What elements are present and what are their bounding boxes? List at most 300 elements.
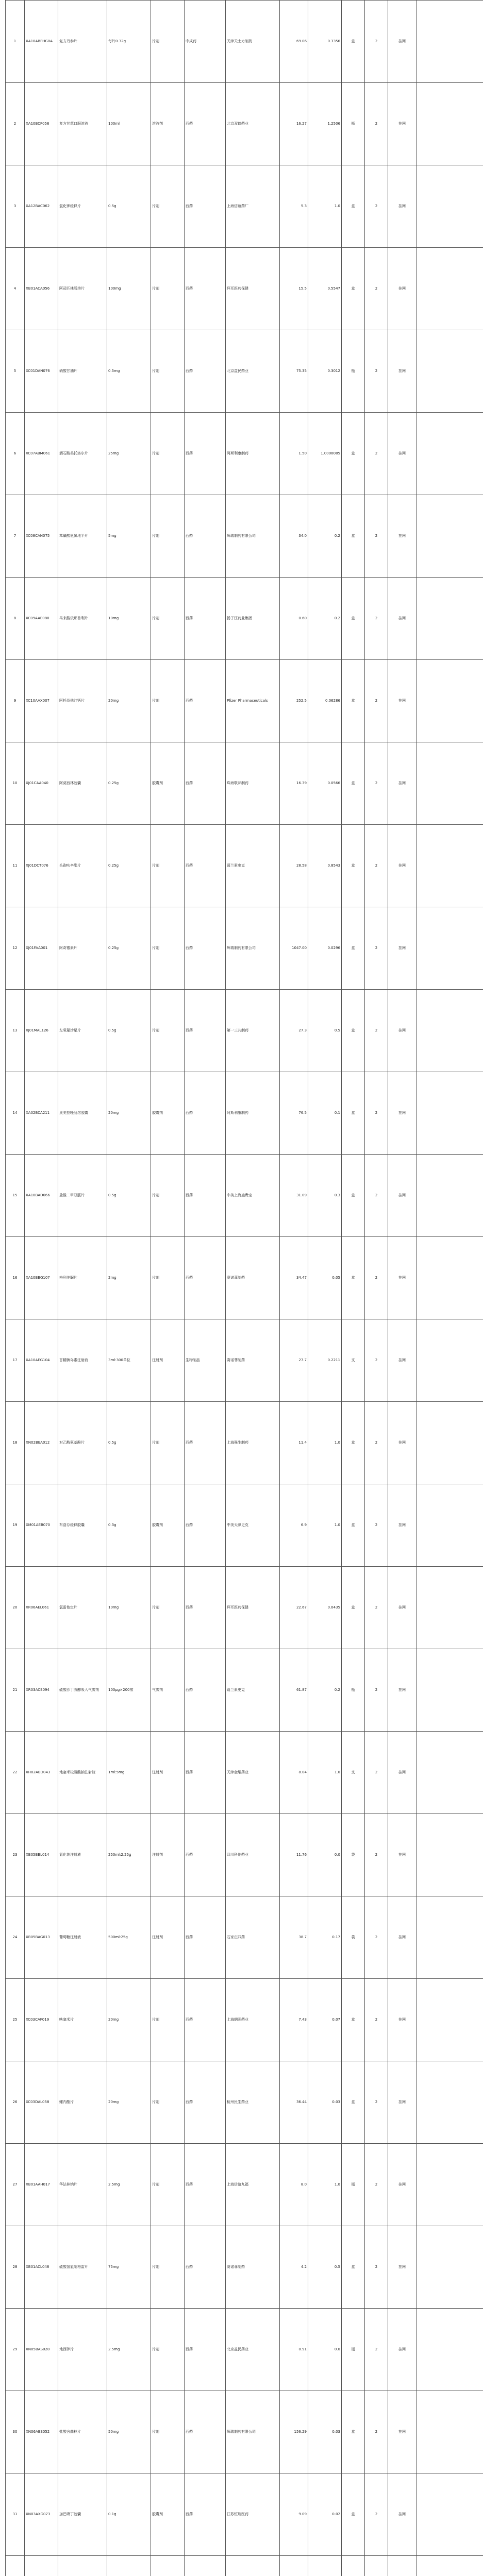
cell-ratio: 0.0566 — [308, 742, 342, 825]
cell-name: 阿莫西林胶囊 — [58, 742, 107, 825]
cell-category: 西药 — [185, 83, 226, 165]
cell-spec: 1ml:5mg — [107, 1732, 151, 1814]
cell-manufacturer: 中美上海施贵宝 — [226, 1155, 280, 1237]
cell-form: 胶囊剂 — [151, 1484, 185, 1567]
cell-spec: 25mg — [107, 413, 151, 495]
cell-manufacturer: 第一三共制药 — [226, 990, 280, 1072]
cell-category: 西药 — [185, 1732, 226, 1814]
cell-name: 酒石酸美托洛尔片 — [58, 413, 107, 495]
cell-category: 西药 — [185, 330, 226, 413]
cell-form: 片剂 — [151, 2226, 185, 2309]
cell-manufacturer: 天津天士力制药 — [226, 1, 280, 83]
cell-unit: 盒 — [342, 2061, 365, 2144]
cell-manufacturer: 阿斯利康制药 — [226, 413, 280, 495]
cell-name — [58, 2556, 107, 2576]
cell-name: 加巴喷丁胶囊 — [58, 2473, 107, 2556]
cell-status: 挂网 — [388, 742, 417, 825]
cell-manufacturer: 上海强生制药 — [226, 1402, 280, 1484]
cell-manufacturer: 辉瑞制药有限公司 — [226, 2391, 280, 2473]
cell-manufacturer: 阿斯利康制药 — [226, 1072, 280, 1155]
cell-status: 挂网 — [388, 1319, 417, 1402]
cell-category: 生物制品 — [185, 1319, 226, 1402]
cell-manufacturer: 北京益民药业 — [226, 330, 280, 413]
cell-unit: 盒 — [342, 990, 365, 1072]
cell-name: 对乙酰氨基酚片 — [58, 1402, 107, 1484]
cell-manufacturer: 赛诺菲制药 — [226, 2226, 280, 2309]
cell-spec: 20mg — [107, 1979, 151, 2061]
cell-unit: 瓶 — [342, 83, 365, 165]
cell-spec: 3ml:300单位 — [107, 1319, 151, 1402]
cell-ref: 2 — [365, 1237, 388, 1319]
cell-status: 挂网 — [388, 2226, 417, 2309]
cell-no: 21 — [6, 1649, 25, 1732]
cell-ref: 2 — [365, 2226, 388, 2309]
cell-ratio: 0.03 — [308, 2391, 342, 2473]
cell-name: 苯磺酸氨氯地平片 — [58, 495, 107, 578]
cell-code: XC01DAN076 — [25, 330, 58, 413]
cell-form: 片剂 — [151, 1155, 185, 1237]
cell-name: 格列美脲片 — [58, 1237, 107, 1319]
cell-category: 西药 — [185, 2061, 226, 2144]
cell-spec: 0.25g — [107, 907, 151, 990]
table-row — [6, 990, 483, 1072]
cell-unit: 瓶 — [342, 330, 365, 413]
cell-category: 西药 — [185, 1896, 226, 1979]
cell-unit: 盒 — [342, 742, 365, 825]
table-body — [6, 1, 483, 2576]
cell-no: 14 — [6, 1072, 25, 1155]
cell-note — [417, 1567, 483, 1649]
cell-category: 西药 — [185, 990, 226, 1072]
cell-spec: 0.25g — [107, 742, 151, 825]
cell-note — [417, 2556, 483, 2576]
cell-unit — [342, 2556, 365, 2576]
cell-ratio: 0.3012 — [308, 330, 342, 413]
cell-name: 复方甘草口服溶液 — [58, 83, 107, 165]
cell-price: 27.7 — [280, 1319, 308, 1402]
cell-status: 挂网 — [388, 907, 417, 990]
cell-name: 马来酸依那普利片 — [58, 578, 107, 660]
cell-ratio: 0.5 — [308, 990, 342, 1072]
cell-status: 挂网 — [388, 2144, 417, 2226]
cell-no — [6, 2556, 25, 2576]
cell-unit: 盒 — [342, 2226, 365, 2309]
cell-form: 片剂 — [151, 2061, 185, 2144]
cell-note — [417, 578, 483, 660]
cell-ratio: 0.2211 — [308, 1319, 342, 1402]
cell-ref: 2 — [365, 83, 388, 165]
cell-form: 片剂 — [151, 1237, 185, 1319]
cell-unit: 支 — [342, 1319, 365, 1402]
cell-unit: 袋 — [342, 1896, 365, 1979]
cell-no: 31 — [6, 2473, 25, 2556]
cell-status: 挂网 — [388, 165, 417, 248]
table-row — [6, 578, 483, 660]
table-row — [6, 825, 483, 907]
cell-code: XB01AAH017 — [25, 2144, 58, 2226]
cell-note — [417, 330, 483, 413]
cell-spec: 0.3g — [107, 1484, 151, 1567]
cell-status: 挂网 — [388, 2391, 417, 2473]
cell-unit: 瓶 — [342, 1649, 365, 1732]
cell-spec: 2.5mg — [107, 2144, 151, 2226]
cell-no: 12 — [6, 907, 25, 990]
cell-category: 西药 — [185, 1649, 226, 1732]
cell-code: XC03CAF019 — [25, 1979, 58, 2061]
cell-ratio: 1.0 — [308, 1732, 342, 1814]
cell-category: 西药 — [185, 1979, 226, 2061]
cell-form: 注射剂 — [151, 1732, 185, 1814]
cell-ref: 2 — [365, 578, 388, 660]
cell-no: 2 — [6, 83, 25, 165]
cell-manufacturer: 上海信谊药厂 — [226, 165, 280, 248]
cell-manufacturer: 赛诺菲制药 — [226, 1237, 280, 1319]
cell-code: XA10BCF056 — [25, 83, 58, 165]
cell-spec: 10mg — [107, 1567, 151, 1649]
cell-code: XN05BAS028 — [25, 2309, 58, 2391]
cell-code: XJ01FAA001 — [25, 907, 58, 990]
cell-spec: 0.5g — [107, 1402, 151, 1484]
cell-price: 0.91 — [280, 2309, 308, 2391]
cell-name: 阿托伐他汀钙片 — [58, 660, 107, 742]
cell-no: 16 — [6, 1237, 25, 1319]
cell-price: 11.76 — [280, 1814, 308, 1896]
cell-note — [417, 495, 483, 578]
cell-code: XB05BAG013 — [25, 1896, 58, 1979]
cell-code: XA10BAD066 — [25, 1155, 58, 1237]
cell-ratio: 0.02 — [308, 2473, 342, 2556]
table-row — [6, 907, 483, 990]
cell-ratio: 0.2 — [308, 495, 342, 578]
table-row — [6, 1484, 483, 1567]
cell-no: 9 — [6, 660, 25, 742]
cell-status: 挂网 — [388, 1, 417, 83]
cell-status: 挂网 — [388, 990, 417, 1072]
cell-unit: 盒 — [342, 2391, 365, 2473]
cell-spec: 10mg — [107, 578, 151, 660]
table-row — [6, 2391, 483, 2473]
cell-code — [25, 2556, 58, 2576]
table-row — [6, 1072, 483, 1155]
cell-ratio: 1.2506 — [308, 83, 342, 165]
table-row — [6, 413, 483, 495]
table-row — [6, 330, 483, 413]
table-row — [6, 660, 483, 742]
cell-price: 69.06 — [280, 1, 308, 83]
cell-form: 片剂 — [151, 2391, 185, 2473]
cell-category: 西药 — [185, 1567, 226, 1649]
cell-ref: 2 — [365, 1319, 388, 1402]
cell-form: 片剂 — [151, 248, 185, 330]
cell-code: XJ01CAA040 — [25, 742, 58, 825]
cell-price: 34.0 — [280, 495, 308, 578]
cell-category: 西药 — [185, 2309, 226, 2391]
cell-spec: 0.1g — [107, 2473, 151, 2556]
cell-status: 挂网 — [388, 2473, 417, 2556]
cell-category: 西药 — [185, 2226, 226, 2309]
cell-note — [417, 660, 483, 742]
cell-status: 挂网 — [388, 330, 417, 413]
cell-form: 片剂 — [151, 990, 185, 1072]
cell-manufacturer: 中美天津史克 — [226, 1484, 280, 1567]
cell-price: 22.67 — [280, 1567, 308, 1649]
cell-spec: 100mg — [107, 248, 151, 330]
cell-name: 奥美拉唑肠溶胶囊 — [58, 1072, 107, 1155]
cell-category: 西药 — [185, 2391, 226, 2473]
cell-unit: 盒 — [342, 1484, 365, 1567]
cell-ratio: 0.3 — [308, 1155, 342, 1237]
cell-note — [417, 165, 483, 248]
cell-note — [417, 742, 483, 825]
cell-no: 26 — [6, 2061, 25, 2144]
cell-note — [417, 990, 483, 1072]
cell-ratio: 0.0296 — [308, 907, 342, 990]
cell-form: 注射剂 — [151, 1896, 185, 1979]
cell-spec: 0.5g — [107, 1155, 151, 1237]
cell-unit: 盒 — [342, 1979, 365, 2061]
cell-form: 片剂 — [151, 1, 185, 83]
cell-form: 片剂 — [151, 165, 185, 248]
cell-category: 西药 — [185, 1072, 226, 1155]
cell-manufacturer: 辉瑞制药有限公司 — [226, 495, 280, 578]
cell-price — [280, 2556, 308, 2576]
cell-code: XC03DAL058 — [25, 2061, 58, 2144]
cell-status: 挂网 — [388, 495, 417, 578]
cell-no: 20 — [6, 1567, 25, 1649]
cell-name: 复方丹参片 — [58, 1, 107, 83]
cell-code: XC10AAX007 — [25, 660, 58, 742]
cell-ref: 2 — [365, 660, 388, 742]
cell-spec: 75mg — [107, 2226, 151, 2309]
table-row — [6, 1896, 483, 1979]
cell-status: 挂网 — [388, 1072, 417, 1155]
cell-ratio: 0.8543 — [308, 825, 342, 907]
cell-ratio: 1.0 — [308, 1484, 342, 1567]
cell-unit: 盒 — [342, 907, 365, 990]
table-row — [6, 1, 483, 83]
cell-unit: 盒 — [342, 248, 365, 330]
cell-spec: 2.5mg — [107, 2309, 151, 2391]
cell-note — [417, 1896, 483, 1979]
cell-no: 4 — [6, 248, 25, 330]
cell-ref: 2 — [365, 1072, 388, 1155]
table-row — [6, 1649, 483, 1732]
cell-no: 23 — [6, 1814, 25, 1896]
cell-category: 西药 — [185, 1814, 226, 1896]
cell-note — [417, 907, 483, 990]
cell-manufacturer: 上海信谊九福 — [226, 2144, 280, 2226]
cell-ref: 2 — [365, 2061, 388, 2144]
cell-price: 1.50 — [280, 413, 308, 495]
cell-code: XB01ACL048 — [25, 2226, 58, 2309]
cell-form: 气雾剂 — [151, 1649, 185, 1732]
cell-price: 4.2 — [280, 2226, 308, 2309]
table-row — [6, 495, 483, 578]
cell-note — [417, 2391, 483, 2473]
cell-name: 氯化钾缓释片 — [58, 165, 107, 248]
cell-form: 片剂 — [151, 1979, 185, 2061]
cell-status: 挂网 — [388, 1814, 417, 1896]
cell-note — [417, 1237, 483, 1319]
cell-name: 地西泮片 — [58, 2309, 107, 2391]
cell-spec: 50mg — [107, 2391, 151, 2473]
cell-ref: 2 — [365, 1814, 388, 1896]
cell-form: 片剂 — [151, 578, 185, 660]
cell-form: 胶囊剂 — [151, 2473, 185, 2556]
cell-status: 挂网 — [388, 1649, 417, 1732]
cell-spec: 5mg — [107, 495, 151, 578]
cell-status: 挂网 — [388, 2309, 417, 2391]
cell-price: 16.27 — [280, 83, 308, 165]
cell-spec: 0.5mg — [107, 330, 151, 413]
cell-ref: 2 — [365, 1, 388, 83]
cell-price: 34.47 — [280, 1237, 308, 1319]
cell-name: 硫酸沙丁胺醇吸入气雾剂 — [58, 1649, 107, 1732]
cell-category: 西药 — [185, 165, 226, 248]
cell-unit: 盒 — [342, 495, 365, 578]
cell-manufacturer: 上海朝晖药业 — [226, 1979, 280, 2061]
cell-price: 15.5 — [280, 248, 308, 330]
cell-unit: 盒 — [342, 1237, 365, 1319]
cell-code: XC09AAE080 — [25, 578, 58, 660]
cell-ref: 2 — [365, 2144, 388, 2226]
cell-price: 36.44 — [280, 2061, 308, 2144]
cell-ref: 2 — [365, 330, 388, 413]
cell-ratio: 0.5547 — [308, 248, 342, 330]
cell-note — [417, 248, 483, 330]
cell-price: 11.4 — [280, 1402, 308, 1484]
cell-unit: 盒 — [342, 825, 365, 907]
cell-note — [417, 1484, 483, 1567]
cell-price: 75.35 — [280, 330, 308, 413]
cell-ratio: 0.07 — [308, 1979, 342, 2061]
cell-form: 片剂 — [151, 413, 185, 495]
cell-code: XN06ABS052 — [25, 2391, 58, 2473]
cell-no: 10 — [6, 742, 25, 825]
cell-no: 1 — [6, 1, 25, 83]
cell-form: 胶囊剂 — [151, 742, 185, 825]
cell-form: 片剂 — [151, 2309, 185, 2391]
cell-ref: 2 — [365, 413, 388, 495]
cell-form: 注射剂 — [151, 1814, 185, 1896]
cell-spec: 500ml:25g — [107, 1896, 151, 1979]
table-row — [6, 165, 483, 248]
cell-unit: 瓶 — [342, 2144, 365, 2226]
cell-code: XJ01DCT076 — [25, 825, 58, 907]
cell-status: 挂网 — [388, 1567, 417, 1649]
cell-note — [417, 83, 483, 165]
cell-manufacturer: 珠海联邦制药 — [226, 742, 280, 825]
cell-form: 片剂 — [151, 330, 185, 413]
cell-form — [151, 2556, 185, 2576]
cell-spec: 20mg — [107, 1072, 151, 1155]
cell-no: 28 — [6, 2226, 25, 2309]
cell-price: 28.58 — [280, 825, 308, 907]
cell-manufacturer: 北京益民药业 — [226, 2309, 280, 2391]
cell-price: 9.09 — [280, 2473, 308, 2556]
cell-price: 8.0 — [280, 2144, 308, 2226]
cell-status: 挂网 — [388, 83, 417, 165]
cell-ref: 2 — [365, 248, 388, 330]
cell-note — [417, 1814, 483, 1896]
cell-manufacturer: 辉瑞制药有限公司 — [226, 907, 280, 990]
cell-note — [417, 1072, 483, 1155]
cell-name: 阿奇霉素片 — [58, 907, 107, 990]
cell-note — [417, 1, 483, 83]
cell-ratio: 1.0000085 — [308, 413, 342, 495]
cell-code: XR03ACS094 — [25, 1649, 58, 1732]
cell-code: XJ01MAL126 — [25, 990, 58, 1072]
cell-price: 38.7 — [280, 1896, 308, 1979]
cell-price: 31.09 — [280, 1155, 308, 1237]
cell-code: XN02BEA012 — [25, 1402, 58, 1484]
cell-no: 27 — [6, 2144, 25, 2226]
cell-name: 硝酸甘油片 — [58, 330, 107, 413]
cell-ref: 2 — [365, 1402, 388, 1484]
cell-ratio: 0.3356 — [308, 1, 342, 83]
cell-form: 片剂 — [151, 660, 185, 742]
cell-spec: 100ml — [107, 83, 151, 165]
cell-ref: 2 — [365, 1567, 388, 1649]
cell-code: XA10AEG104 — [25, 1319, 58, 1402]
cell-price: 8.04 — [280, 1732, 308, 1814]
cell-code: XB05BBL014 — [25, 1814, 58, 1896]
cell-manufacturer: 扬子江药业集团 — [226, 578, 280, 660]
cell-price: 1047.00 — [280, 907, 308, 990]
cell-unit: 盒 — [342, 1, 365, 83]
cell-category: 西药 — [185, 825, 226, 907]
cell-form: 片剂 — [151, 1567, 185, 1649]
cell-ref: 2 — [365, 742, 388, 825]
cell-status: 挂网 — [388, 1237, 417, 1319]
cell-manufacturer: 杭州民生药业 — [226, 2061, 280, 2144]
cell-no: 25 — [6, 1979, 25, 2061]
cell-note — [417, 1319, 483, 1402]
cell-spec: 20mg — [107, 660, 151, 742]
cell-ratio: 0.06286 — [308, 660, 342, 742]
cell-note — [417, 2309, 483, 2391]
cell-no: 8 — [6, 578, 25, 660]
table-row — [6, 248, 483, 330]
cell-name: 头孢呋辛酯片 — [58, 825, 107, 907]
cell-note — [417, 2226, 483, 2309]
cell-manufacturer: 天津金耀药业 — [226, 1732, 280, 1814]
cell-code: XA12BAC062 — [25, 165, 58, 248]
cell-note — [417, 1979, 483, 2061]
cell-category: 西药 — [185, 578, 226, 660]
cell-spec: 100μg×200揿 — [107, 1649, 151, 1732]
cell-ref: 2 — [365, 2473, 388, 2556]
cell-ratio: 0.2 — [308, 578, 342, 660]
cell-spec: 20mg — [107, 2061, 151, 2144]
cell-category: 西药 — [185, 413, 226, 495]
cell-price: 5.3 — [280, 165, 308, 248]
cell-form: 片剂 — [151, 907, 185, 990]
cell-price: 252.5 — [280, 660, 308, 742]
cell-name: 呋塞米片 — [58, 1979, 107, 2061]
cell-manufacturer: 四川科伦药业 — [226, 1814, 280, 1896]
cell-category: 西药 — [185, 660, 226, 742]
cell-status: 挂网 — [388, 825, 417, 907]
cell-price: 7.43 — [280, 1979, 308, 2061]
cell-name: 氯雷他定片 — [58, 1567, 107, 1649]
cell-note — [417, 1402, 483, 1484]
cell-no: 18 — [6, 1402, 25, 1484]
cell-category: 西药 — [185, 495, 226, 578]
cell-unit: 盒 — [342, 165, 365, 248]
cell-category: 西药 — [185, 248, 226, 330]
cell-form: 溶液剂 — [151, 83, 185, 165]
